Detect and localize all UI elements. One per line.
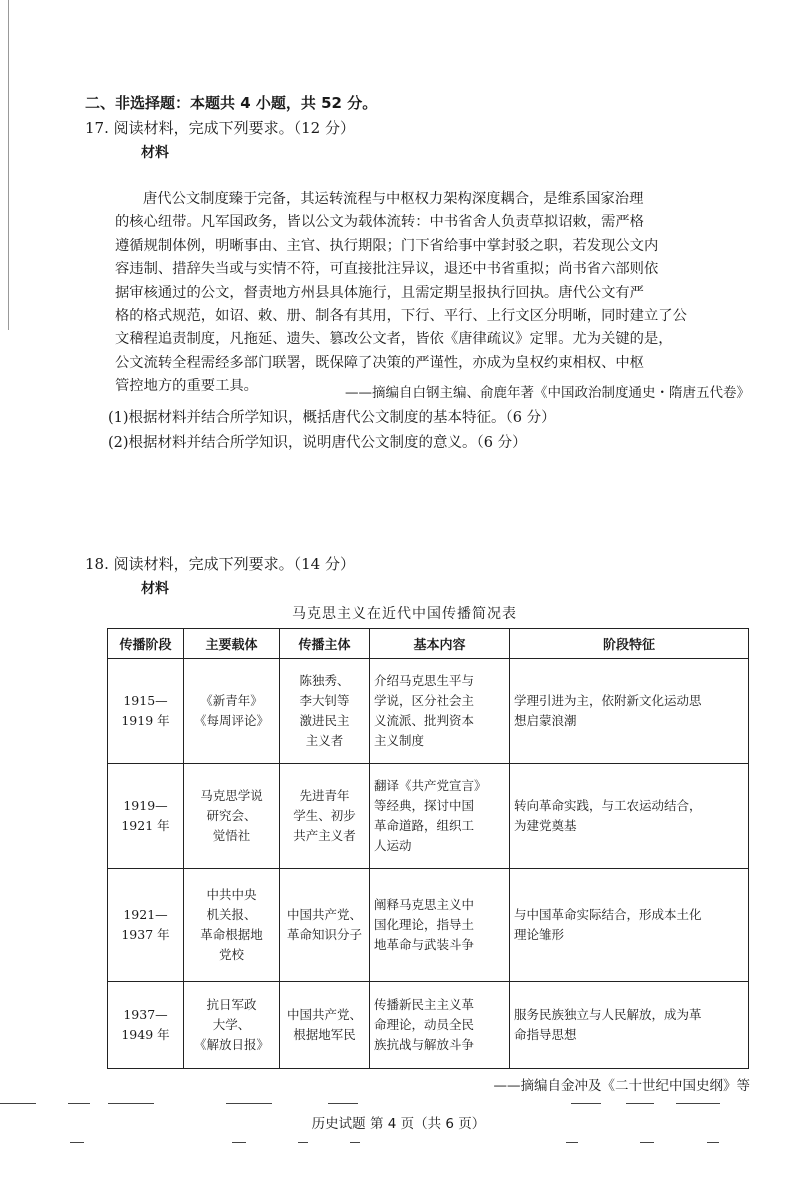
para-line: 容违制、措辞失当或与实情不符，可直接批注异议，退还中书省重拟；尚书省六部则依 [115, 261, 659, 278]
scan-dash [68, 1103, 90, 1104]
para-line: 的核心纽带。凡军国政务，皆以公文为载体流转：中书省舍人负责草拟诏敕，需严格 [115, 214, 644, 231]
q18-citation: ——摘编自金冲及《二十世纪中国史纲》等 [493, 1078, 750, 1094]
cell-subject: 先进青年 学生、初步 共产主义者 [280, 764, 370, 869]
scan-dash [108, 1103, 154, 1104]
header-feature: 阶段特征 [510, 629, 749, 659]
cell-feature: 学理引进为主，依附新文化运动思 想启蒙浪潮 [510, 659, 749, 764]
cell-stage: 1937— 1949 年 [108, 982, 184, 1069]
table-row [108, 869, 749, 982]
para-line: 格的格式规范，如诏、敕、册、制各有其用，下行、平行、上行文区分明晰，同时建立了公 [115, 308, 687, 325]
header-carrier: 主要载体 [184, 629, 280, 659]
scan-dash [707, 1142, 719, 1143]
cell-carrier: 马克思学说 研究会、 觉悟社 [184, 764, 280, 869]
cell-stage: 1921— 1937 年 [108, 869, 184, 982]
cell-carrier: 抗日军政 大学、 《解放日报》 [184, 982, 280, 1069]
cell-subject: 中国共产党、 根据地军民 [280, 982, 370, 1069]
cell-subject: 中国共产党、 革命知识分子 [280, 869, 370, 982]
scan-edge-line [8, 0, 9, 330]
para-line: 据审核通过的公文，督责地方州县具体施行，且需定期呈报执行回执。唐代公文有严 [115, 284, 644, 301]
header-subject: 传播主体 [280, 629, 370, 659]
cell-carrier: 《新青年》 《每周评论》 [184, 659, 280, 764]
table-header-row [108, 629, 749, 659]
q18-material-label: 材料 [141, 581, 169, 597]
q17-question-1: (1)根据材料并结合所学知识，概括唐代公文制度的基本特征。（6 分） [108, 410, 556, 426]
cell-carrier: 中共中央 机关报、 革命根据地 党校 [184, 869, 280, 982]
cell-feature: 服务民族独立与人民解放，成为革 命指导思想 [510, 982, 749, 1069]
para-line: 文稽程追责制度，凡拖延、遗失、篡改公文者，皆依《唐律疏议》定罪。尤为关键的是， [115, 331, 673, 348]
header-stage: 传播阶段 [108, 629, 184, 659]
cell-content: 翻译《共产党宣言》 等经典，探讨中国 革命道路，组织工 人运动 [370, 764, 510, 869]
para-line: 唐代公文制度臻于完备，其运转流程与中枢权力架构深度耦合，是维系国家治理 [143, 191, 644, 207]
q18-heading: 18. 阅读材料，完成下列要求。（14 分） [85, 555, 355, 573]
scan-dash [328, 1103, 358, 1104]
scan-dash [298, 1142, 308, 1143]
header-content: 基本内容 [370, 629, 510, 659]
cell-content: 传播新民主主义革 命理论，动员全民 族抗战与解放斗争 [370, 982, 510, 1069]
scan-dash [350, 1142, 360, 1143]
scan-dash [571, 1103, 601, 1104]
section-title: 二、非选择题：本题共 4 小题，共 52 分。 [85, 94, 378, 112]
para-line: 遵循规制体例，明晰事由、主官、执行期限；门下省给事中掌封驳之职，若发现公文内 [115, 237, 659, 254]
cell-stage: 1919— 1921 年 [108, 764, 184, 869]
para-line: 管控地方的重要工具。 [115, 378, 258, 395]
cell-content: 介绍马克思生平与 学说，区分社会主 义流派、批判资本 主义制度 [370, 659, 510, 764]
table-title: 马克思主义在近代中国传播简况表 [292, 606, 517, 622]
q17-material-paragraph [115, 188, 750, 399]
cell-feature: 转向革命实践，与工农运动结合， 为建党奠基 [510, 764, 749, 869]
cell-stage: 1915— 1919 年 [108, 659, 184, 764]
q17-material-label: 材料 [141, 145, 169, 161]
scan-dash [626, 1103, 654, 1104]
table-row [108, 982, 749, 1069]
scan-dash [640, 1142, 654, 1143]
cell-feature: 与中国革命实际结合，形成本土化 理论雏形 [510, 869, 749, 982]
q17-heading: 17. 阅读材料，完成下列要求。（12 分） [85, 119, 355, 137]
scan-dash [232, 1142, 246, 1143]
scan-dash [70, 1142, 84, 1143]
spread-table [107, 628, 749, 1069]
q17-question-2: (2)根据材料并结合所学知识，说明唐代公文制度的意义。（6 分） [108, 435, 527, 451]
cell-content: 阐释马克思主义中 国化理论，指导土 地革命与武装斗争 [370, 869, 510, 982]
table-row [108, 659, 749, 764]
page-footer: 历史试题 第 4 页（共 6 页） [311, 1116, 486, 1132]
table-row [108, 764, 749, 869]
cell-subject: 陈独秀、 李大钊等 激进民主 主义者 [280, 659, 370, 764]
para-line: 公文流转全程需经多部门联署，既保障了决策的严谨性，亦成为皇权约束相权、中枢 [115, 354, 644, 371]
scan-dash [676, 1103, 720, 1104]
scan-dash [226, 1103, 272, 1104]
q17-citation: ——摘编自白钢主编、俞鹿年著《中国政治制度通史・隋唐五代卷》 [345, 385, 750, 401]
scan-dash [0, 1103, 36, 1104]
scan-dash [566, 1142, 578, 1143]
